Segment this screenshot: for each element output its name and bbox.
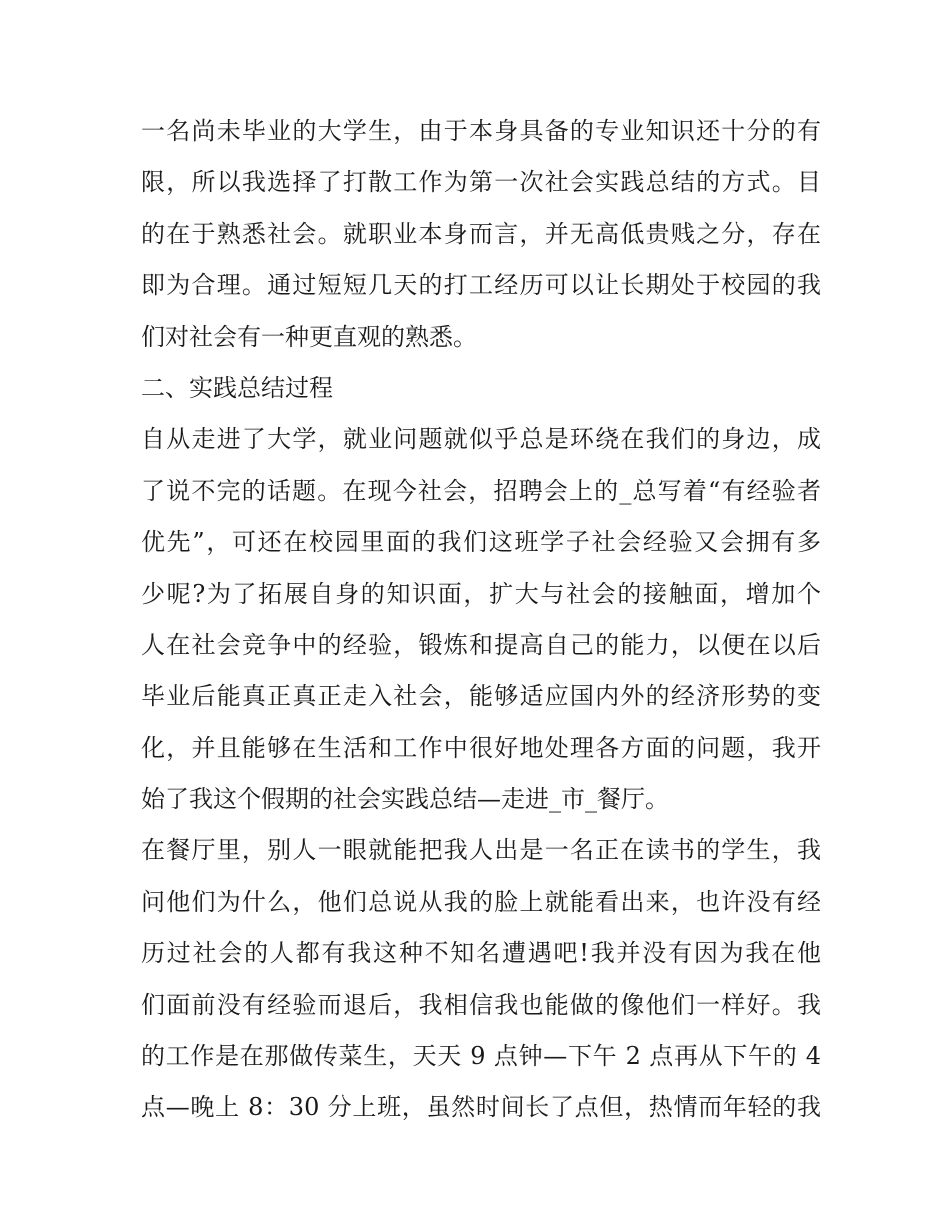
text-line: 即为合理。通过短短几天的打工经历可以让长期处于校园的我 (141, 271, 821, 300)
text-line: 化，并且能够在生活和工作中很好地处理各方面的问题，我开 (141, 733, 821, 762)
text-line: 一名尚未毕业的大学生，由于本身具备的专业知识还十分的有 (141, 117, 821, 145)
text-line: 少呢?为了拓展自身的知识面，扩大与社会的接触面，增加个 (141, 579, 821, 608)
text-line: 点—晚上 8：30 分上班，虽然时间长了点但，热情而年轻的我 (141, 1093, 821, 1122)
text-line: 问他们为什么，他们总说从我的脸上就能看出来，也许没有经 (141, 887, 821, 916)
text-line: 的在于熟悉社会。就职业本身而言，并无高低贵贱之分，存在 (141, 219, 821, 248)
text-line: 们对社会有一种更直观的熟悉。 (141, 322, 477, 351)
text-line: 始了我这个假期的社会实践总结—走进_市_餐厅。 (141, 785, 669, 814)
text-line: 历过社会的人都有我这种不知名遭遇吧!我并没有因为我在他 (141, 939, 821, 968)
section-heading: 二、实践总结过程 (141, 373, 333, 402)
text-line: 们面前没有经验而退后，我相信我也能做的像他们一样好。我 (141, 990, 821, 1019)
body-text (141, 106, 821, 1134)
text-line: 自从走进了大学，就业问题就似乎总是环绕在我们的身边，成 (141, 425, 821, 454)
text-line: 了说不完的话题。在现今社会，招聘会上的_总写着“有经验者 (141, 476, 821, 505)
text-line: 优先”，可还在校园里面的我们这班学子社会经验又会拥有多 (141, 528, 821, 557)
text-line: 的工作是在那做传菜生，天天 9 点钟—下午 2 点再从下午的 4 (141, 1042, 821, 1071)
text-line: 限，所以我选择了打散工作为第一次社会实践总结的方式。目 (141, 168, 821, 197)
text-line: 在餐厅里，别人一眼就能把我人出是一名正在读书的学生，我 (141, 836, 821, 865)
text-line: 人在社会竞争中的经验，锻炼和提高自己的能力，以便在以后 (141, 630, 821, 659)
text-line: 毕业后能真正真正走入社会，能够适应国内外的经济形势的变 (141, 682, 821, 711)
